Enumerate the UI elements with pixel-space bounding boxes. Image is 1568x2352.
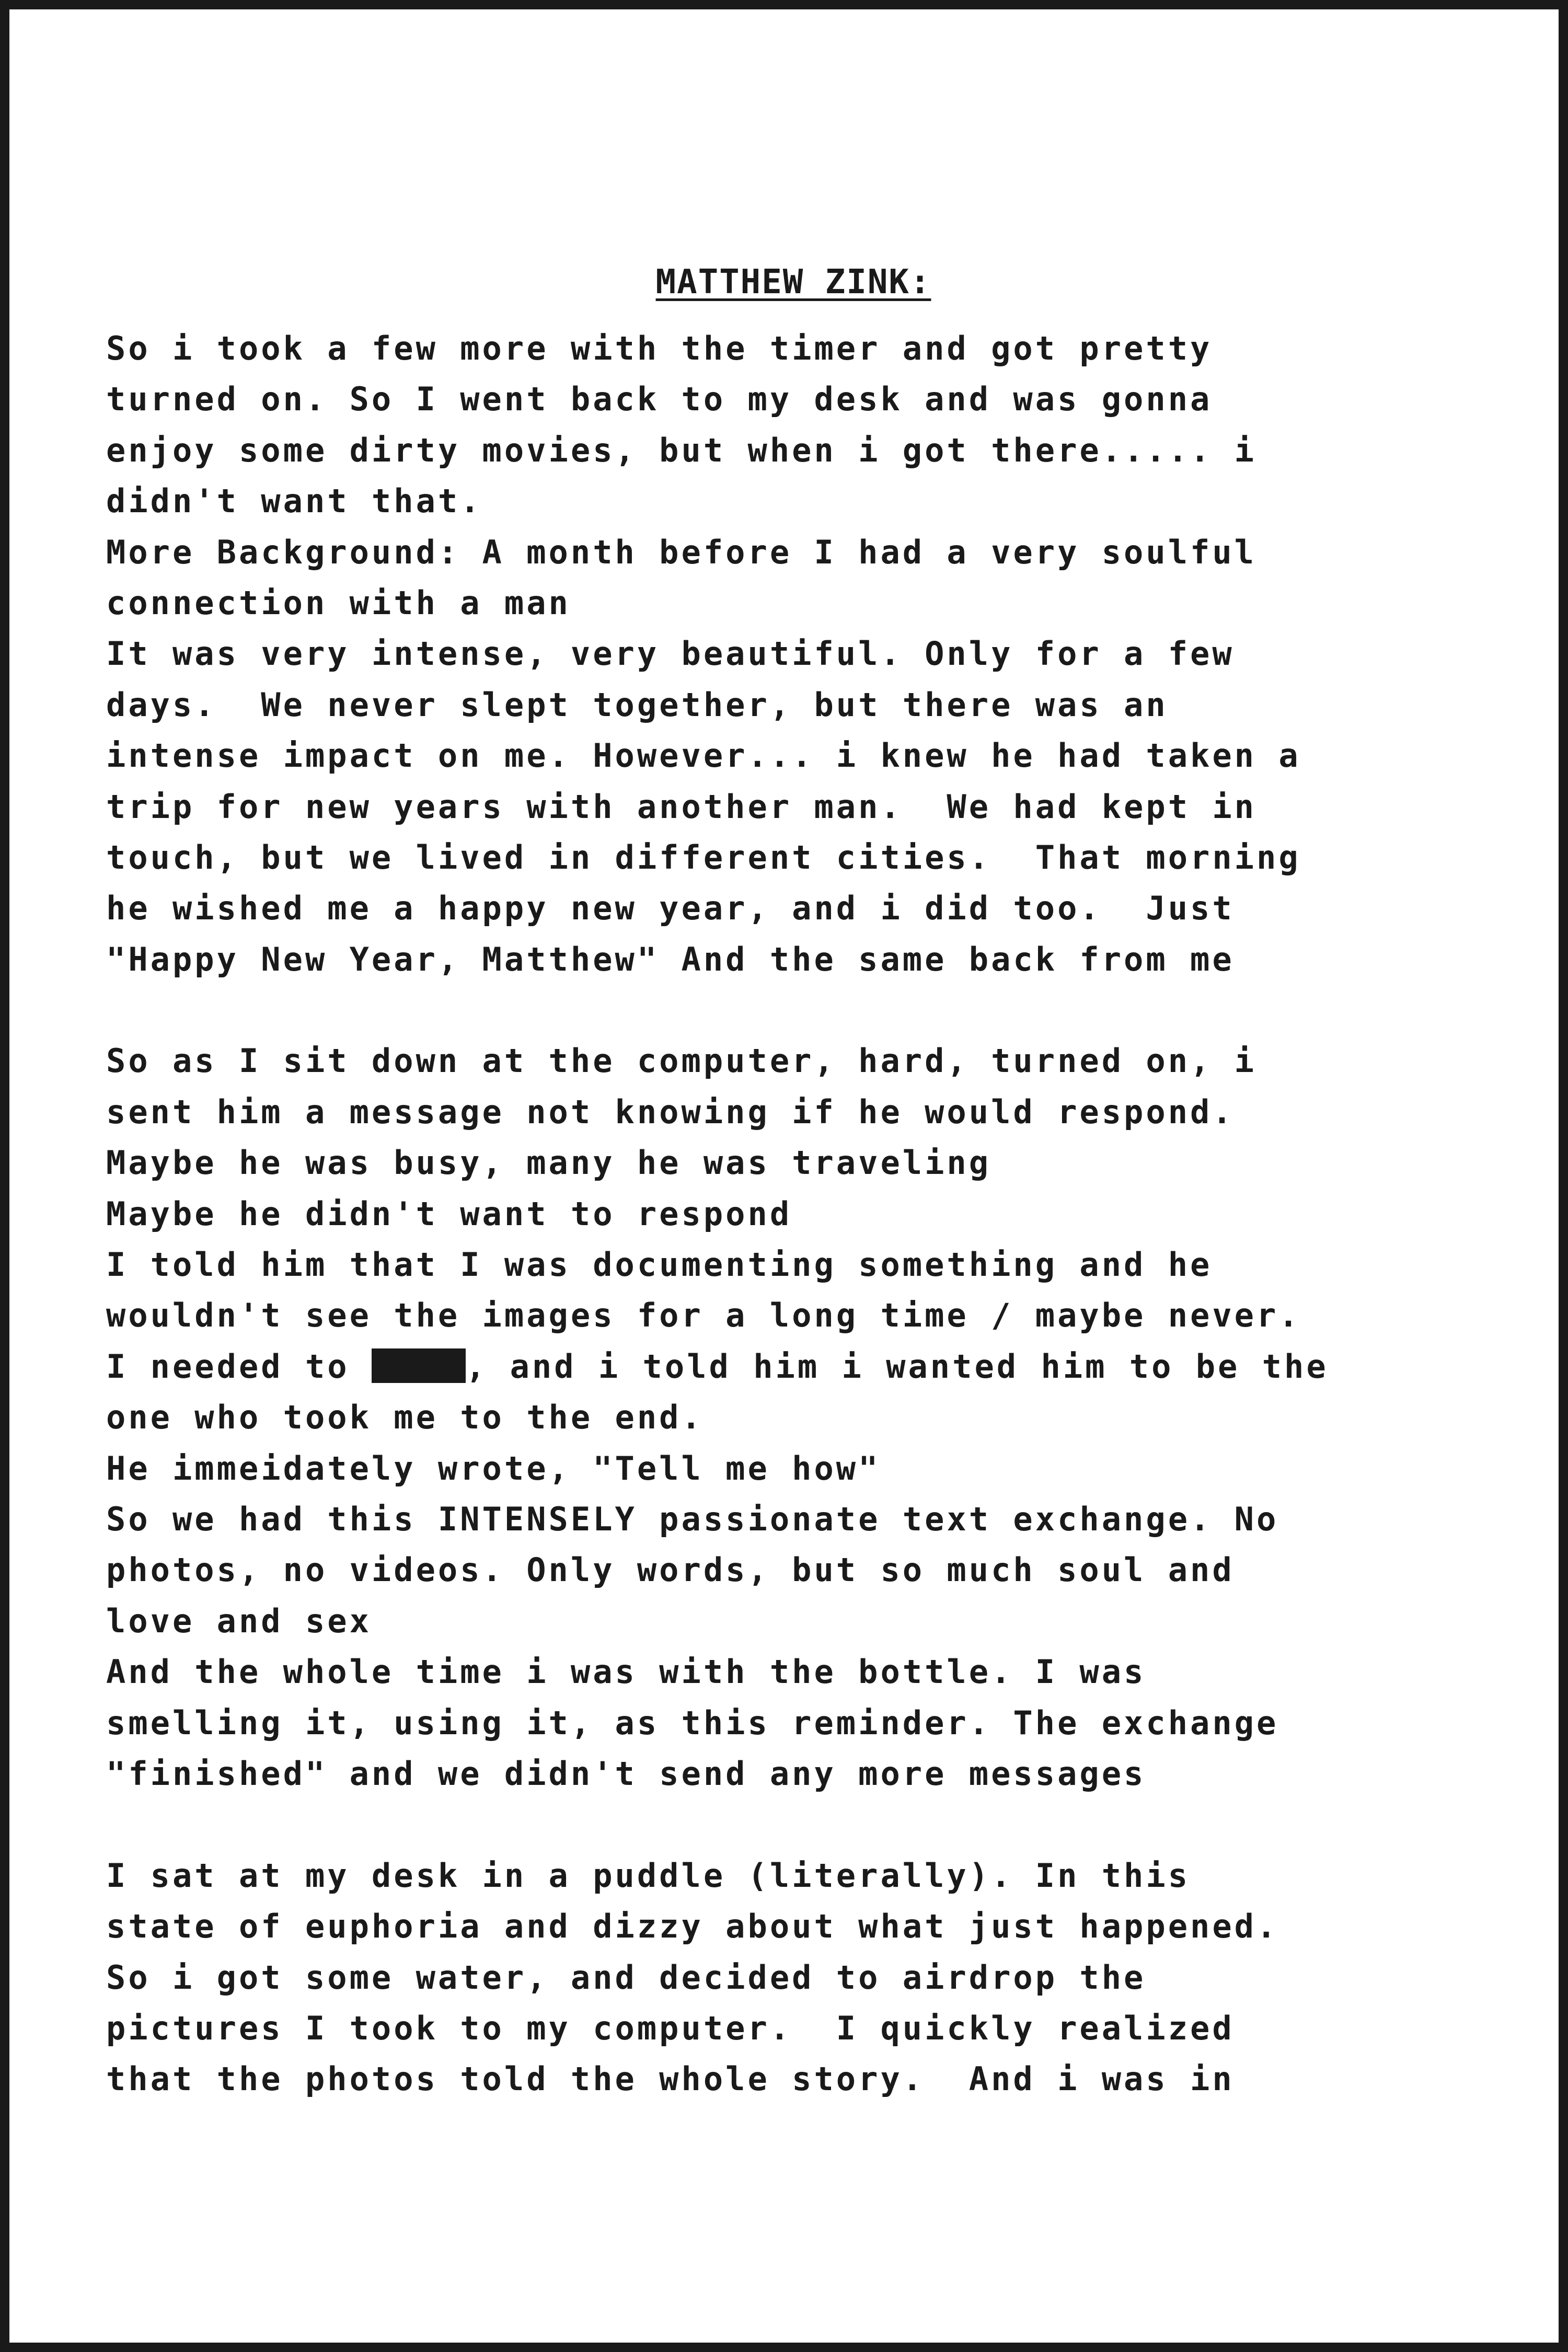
title-text: MATTHEW ZINK: xyxy=(655,263,931,302)
text-line: one who took me to the end. xyxy=(106,1398,704,1437)
text-line: turned on. So I went back to my desk and was gonna xyxy=(106,380,1213,419)
text-line: I told him that I was documenting something and he xyxy=(106,1246,1213,1284)
redaction-block xyxy=(372,1348,466,1383)
text-line: enjoy some dirty movies, but when i got there..... i xyxy=(106,431,1257,469)
text-line: "finished" and we didn't send any more messages xyxy=(106,1754,1146,1793)
text-line: So we had this INTENSELY passionate text exchange. No xyxy=(106,1500,1279,1538)
text-line: I sat at my desk in a puddle (literally). In this xyxy=(106,1856,1191,1895)
text-line: state of euphoria and dizzy about what just happened. xyxy=(106,1907,1279,1946)
text-line: days. We never slept together, but there was an xyxy=(106,685,1168,724)
text-line: touch, but we lived in different cities. That morning xyxy=(106,838,1301,877)
text-line: pictures I took to my computer. I quickly realized xyxy=(106,2009,1235,2047)
text-line: Maybe he didn't want to respond xyxy=(106,1194,792,1233)
text-line xyxy=(106,1799,1491,1850)
document-body xyxy=(106,323,1491,2105)
text-line: So as I sit down at the computer, hard, turned on, i xyxy=(106,1042,1257,1080)
body-lines-after xyxy=(106,1392,1491,2104)
text-line: "Happy New Year, Matthew" And the same back from me xyxy=(106,940,1235,978)
redacted-line-before: I needed to xyxy=(106,1347,372,1386)
redacted-line xyxy=(106,1341,1491,1392)
text-line: love and sex xyxy=(106,1601,372,1640)
text-line: So i took a few more with the timer and got pretty xyxy=(106,329,1213,367)
body-lines-before xyxy=(106,323,1491,1341)
redacted-line-after: , and i told him i wanted him to be the xyxy=(465,1347,1329,1386)
text-line xyxy=(106,985,1491,1035)
text-line: trip for new years with another man. We had kept in xyxy=(106,787,1257,826)
document-title xyxy=(9,263,1568,302)
text-line: that the photos told the whole story. And i was in xyxy=(106,2060,1235,2099)
text-line: smelling it, using it, as this reminder. The exchange xyxy=(106,1703,1279,1742)
text-line: didn't want that. xyxy=(106,482,482,521)
text-line: connection with a man xyxy=(106,583,571,622)
text-line: wouldn't see the images for a long time / maybe never. xyxy=(106,1296,1301,1335)
text-line: It was very intense, very beautiful. Only for a few xyxy=(106,635,1235,673)
text-line: He immeidately wrote, "Tell me how" xyxy=(106,1449,881,1488)
text-line: So i got some water, and decided to airdrop the xyxy=(106,1958,1146,1997)
text-line: intense impact on me. However... i knew he had taken a xyxy=(106,736,1301,775)
text-line: And the whole time i was with the bottle. I was xyxy=(106,1653,1146,1691)
text-line: More Background: A month before I had a very soulful xyxy=(106,533,1257,571)
text-line: he wished me a happy new year, and i did too. Just xyxy=(106,889,1235,928)
text-line: sent him a message not knowing if he would respond. xyxy=(106,1092,1235,1131)
text-line: Maybe he was busy, many he was traveling xyxy=(106,1144,991,1182)
text-line: photos, no videos. Only words, but so much soul and xyxy=(106,1551,1235,1589)
